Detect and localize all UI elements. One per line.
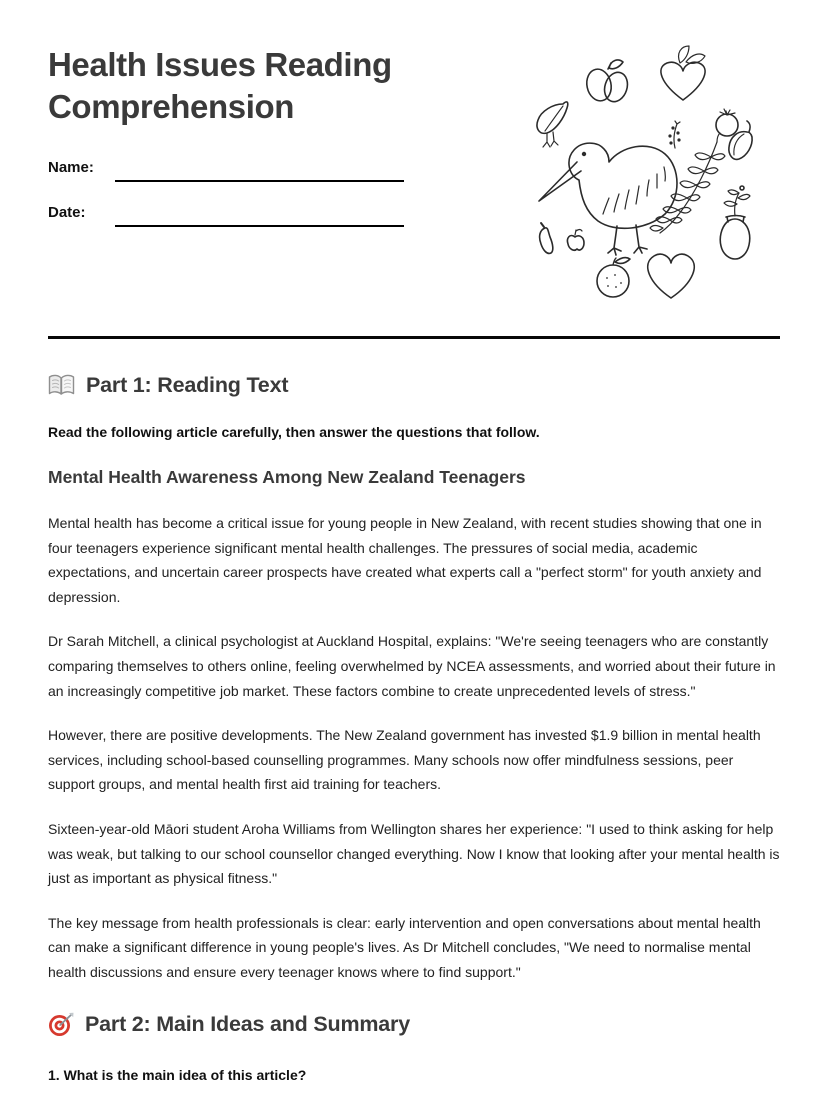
vase-icon <box>720 186 750 259</box>
kumara-icon <box>540 223 553 253</box>
header <box>0 0 828 339</box>
tomato-icon <box>716 109 738 136</box>
article-body <box>48 511 780 985</box>
main-content <box>48 339 780 1083</box>
heart-apple-icon <box>661 46 705 100</box>
date-label: Date: <box>48 204 86 221</box>
kiwi-illustration <box>523 38 795 321</box>
part1-instruction: Read the following article carefully, then answer the questions that follow. <box>48 424 540 440</box>
article-paragraph: Mental health has become a critical issue for young people in New Zealand, with recent studies showing that one in four teenagers experience significant mental health challenges. The pressures of social media, academic expectations, and uncertain career prospects have created what experts call a "perfect storm" for youth anxiety and depression. <box>48 515 762 605</box>
name-input-line[interactable] <box>115 158 404 182</box>
page-title: Health Issues Reading Comprehension <box>48 46 392 125</box>
name-field-row <box>48 158 404 182</box>
kiwi-bird-icon <box>539 143 677 255</box>
article-title: Mental Health Awareness Among New Zealand Teenagers <box>48 467 526 487</box>
open-book-icon <box>48 374 75 397</box>
name-label: Name: <box>48 159 94 176</box>
part1-heading <box>48 373 780 398</box>
article-paragraph: However, there are positive developments. The New Zealand government has invested $1.9 billion in mental health services, including school-based counselling programmes. Many schools now offer mindfulness sessions, peer support groups, and mental health first aid training for teachers. <box>48 727 761 793</box>
berry-sprig-icon <box>668 121 680 148</box>
article-paragraph: The key message from health professionals is clear: early intervention and open conversations about mental health can make a significant difference in young people's lives. As Dr Mitchell concludes, "We need to normalise mental health discussions and ensure every teenager knows where to find support." <box>48 914 761 980</box>
date-field-row <box>48 203 404 227</box>
heart-icon <box>648 254 695 298</box>
part2-heading-label: Part 2: Main Ideas and Summary <box>85 1012 410 1036</box>
date-input-line[interactable] <box>115 203 404 227</box>
feijoa-fruit-icon <box>584 60 631 105</box>
target-icon <box>48 1012 74 1038</box>
small-apple-icon <box>567 230 584 251</box>
orange-icon <box>597 258 630 297</box>
article-paragraph: Sixteen-year-old Māori student Aroha Williams from Wellington shares her experience: "I used to think asking for help was weak, but talking to our school counsellor changed everything. Now I know that looking after your mental health is just as important as physical fitness." <box>48 820 780 887</box>
capsicum-icon <box>729 121 752 159</box>
article-paragraph: Dr Sarah Mitchell, a clinical psychologist at Auckland Hospital, explains: "We're seeing teenagers who are constantly comparing themselves to others online, feeling overwhelmed by NCEA assessments, and worried about their future in an increasingly competitive job market. These factors combine to create unprecedented levels of stress." <box>48 633 776 699</box>
part2-heading <box>48 1012 780 1038</box>
small-bird-icon <box>537 102 568 147</box>
question-1: 1. What is the main idea of this article? <box>48 1066 307 1083</box>
part1-heading-label: Part 1: Reading Text <box>86 373 289 397</box>
